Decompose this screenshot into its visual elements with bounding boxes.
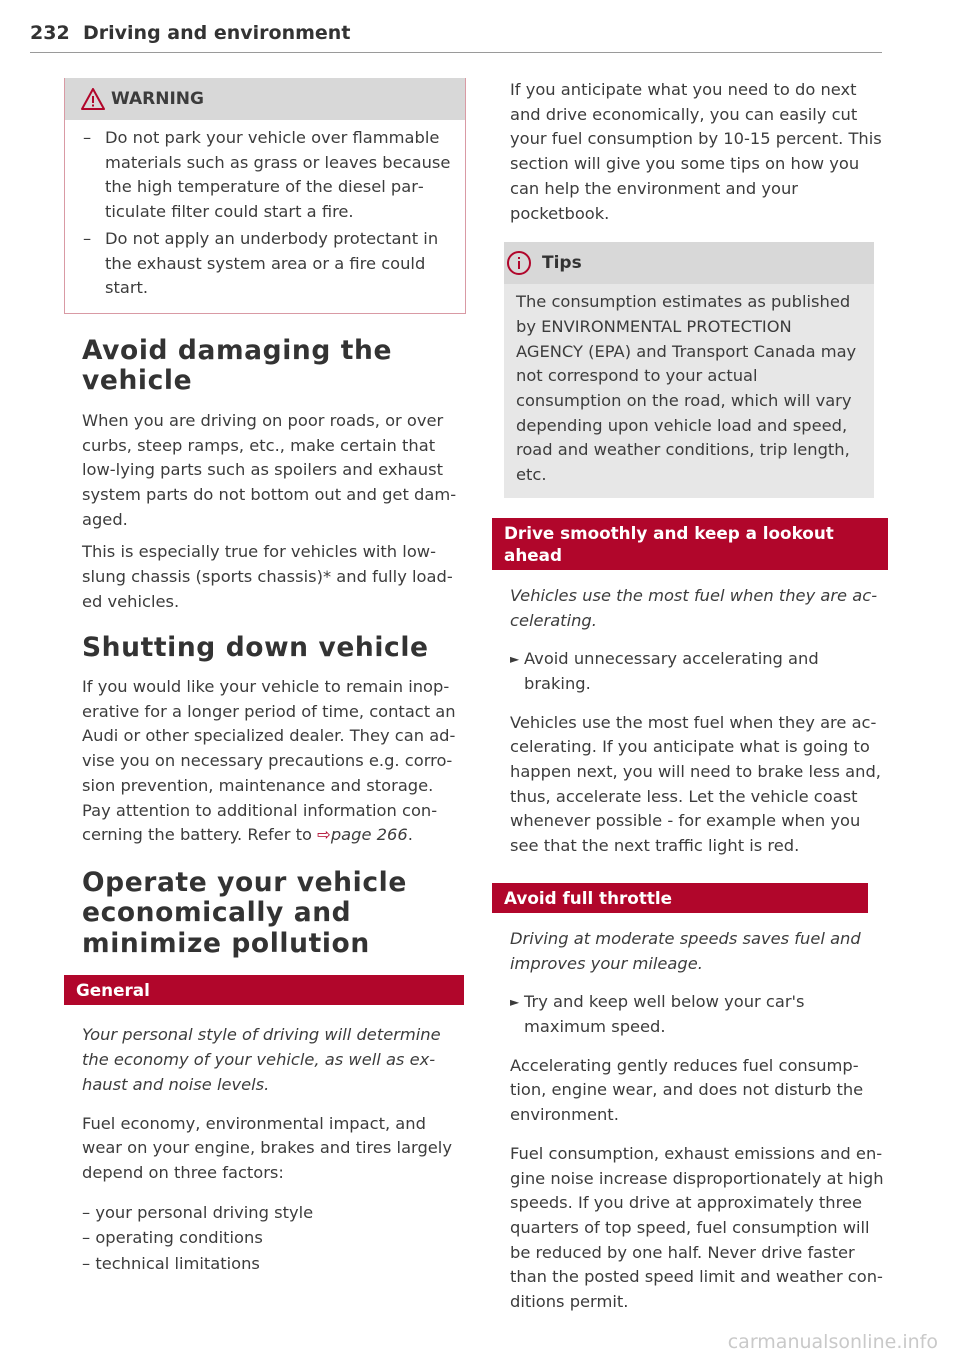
warning-item: – Do not apply an underbody protectant in the exhaust system area or a fire could start. [83,228,439,298]
watermark: carmanualsonline.info [727,1331,938,1353]
list-item: – your personal driving style [82,1202,314,1222]
subheading-avoid-full-throttle: Avoid full throttle [492,883,868,913]
list-item: – operating conditions [82,1228,263,1248]
warning-box [64,78,466,314]
warning-label: WARNING [111,89,204,109]
subheading-general: General [64,975,464,1005]
paragraph: Accelerating gently reduces fuel consumption, engine wear, and does not disturb the environment. [510,1055,864,1125]
paragraph: This is especially true for vehicles with lowslung chassis (sports chassis)* and fully loaded vehicles. [82,542,453,611]
factors-list [82,1200,464,1277]
page-number: 232 [30,22,70,44]
tips-text: The consumption estimates as published by ENVIRONMENTAL PROTECTION AGENCY (EPA) and Transport Canada may not correspond to your actual consumption on the road, which will vary depending upon vehicle load and speed, road and weather conditions, trip length, etc. [516,292,857,485]
tips-header [504,242,874,284]
list-item: – technical limitations [82,1253,260,1273]
page-header [30,22,882,53]
action-text: Try and keep well below your car's maximum speed. [524,992,805,1036]
warning-header [65,78,465,120]
heading-avoid-damaging: Avoid damaging the vehicle [82,334,393,397]
subheading-drive-smoothly: Drive smoothly and keep a lookout ahead [492,518,888,570]
paragraph: Vehicles use the most fuel when they are accelerating. If you anticipate what is going to happen next, you will need to brake less and, thus, accelerate less. Let the vehicle coast whenever possible - for example when you see that the next traffic light is red. [510,712,881,856]
heading-operate-economically: Operate your vehicle economically and minimize pollution [82,866,407,959]
warning-item-text: Do not park your vehicle over flammable materials such as grass or leaves because the high temperature of the diesel particulate filter could start a fire. [105,128,451,222]
intro-italic: Vehicles use the most fuel when they are accelerating. [510,585,878,630]
left-column [76,78,464,1276]
warning-triangle-icon [81,88,105,110]
page-reference-link[interactable]: page 266 [330,825,408,845]
warning-item: – Do not park your vehicle over flammable materials such as grass or leaves because the high temperature of the diesel particulate filter could start a fire. [83,128,451,222]
arrow-bullet-icon: ► [510,652,520,667]
action-item [510,990,884,1039]
intro-italic: Your personal style of driving will determine the economy of your vehicle, as well as exhaust and noise levels. [82,1025,441,1094]
heading-shutting-down: Shutting down vehicle [82,631,429,663]
page-ref-arrow-icon: ⇨ [317,825,331,845]
paragraph: Fuel economy, environmental impact, and wear on your engine, brakes and tires largely depend on three factors: [82,1113,452,1182]
paragraph-text: If you would like your vehicle to remain inoperative for a longer period of time, contact an Audi or other specialized dealer. They can advise you on necessary precautions e.g. corrosion prevention, maintenance and storage. Pay attention to additional information concerning the battery. Refer to [82,677,456,845]
arrow-bullet-icon: ► [510,995,520,1010]
action-text: Avoid unnecessary accelerating and braking. [524,649,819,693]
right-column [504,78,884,1315]
warning-item-text: Do not apply an underbody protectant in the exhaust system area or a fire could start. [105,228,439,298]
info-circle-icon [506,250,532,276]
paragraph-intro: If you anticipate what you need to do next and drive economically, you can easily cut your fuel consumption by 10-15 percent. This section will give you some tips on how you can help the environment and your pocketbook. [510,80,882,223]
punctuation: . [407,825,413,845]
section-title: Driving and environment [83,22,351,44]
intro-italic: Driving at moderate speeds saves fuel and improves your mileage. [510,928,861,973]
tips-label: Tips [542,253,582,274]
paragraph: When you are driving on poor roads, or over curbs, steep ramps, etc., make certain that low-lying parts such as spoilers and exhaust system parts do not bottom out and get damaged. [82,410,457,529]
paragraph: Fuel consumption, exhaust emissions and engine noise increase disproportionately at high speeds. If you drive at approximately three quarters of top speed, fuel consumption will be reduced by one half. Never drive faster than the posted speed limit and weather conditions permit. [510,1143,884,1312]
action-item [510,647,884,696]
paragraph-shutting-down [82,675,464,848]
tips-box [504,242,874,498]
warning-list [65,126,465,301]
